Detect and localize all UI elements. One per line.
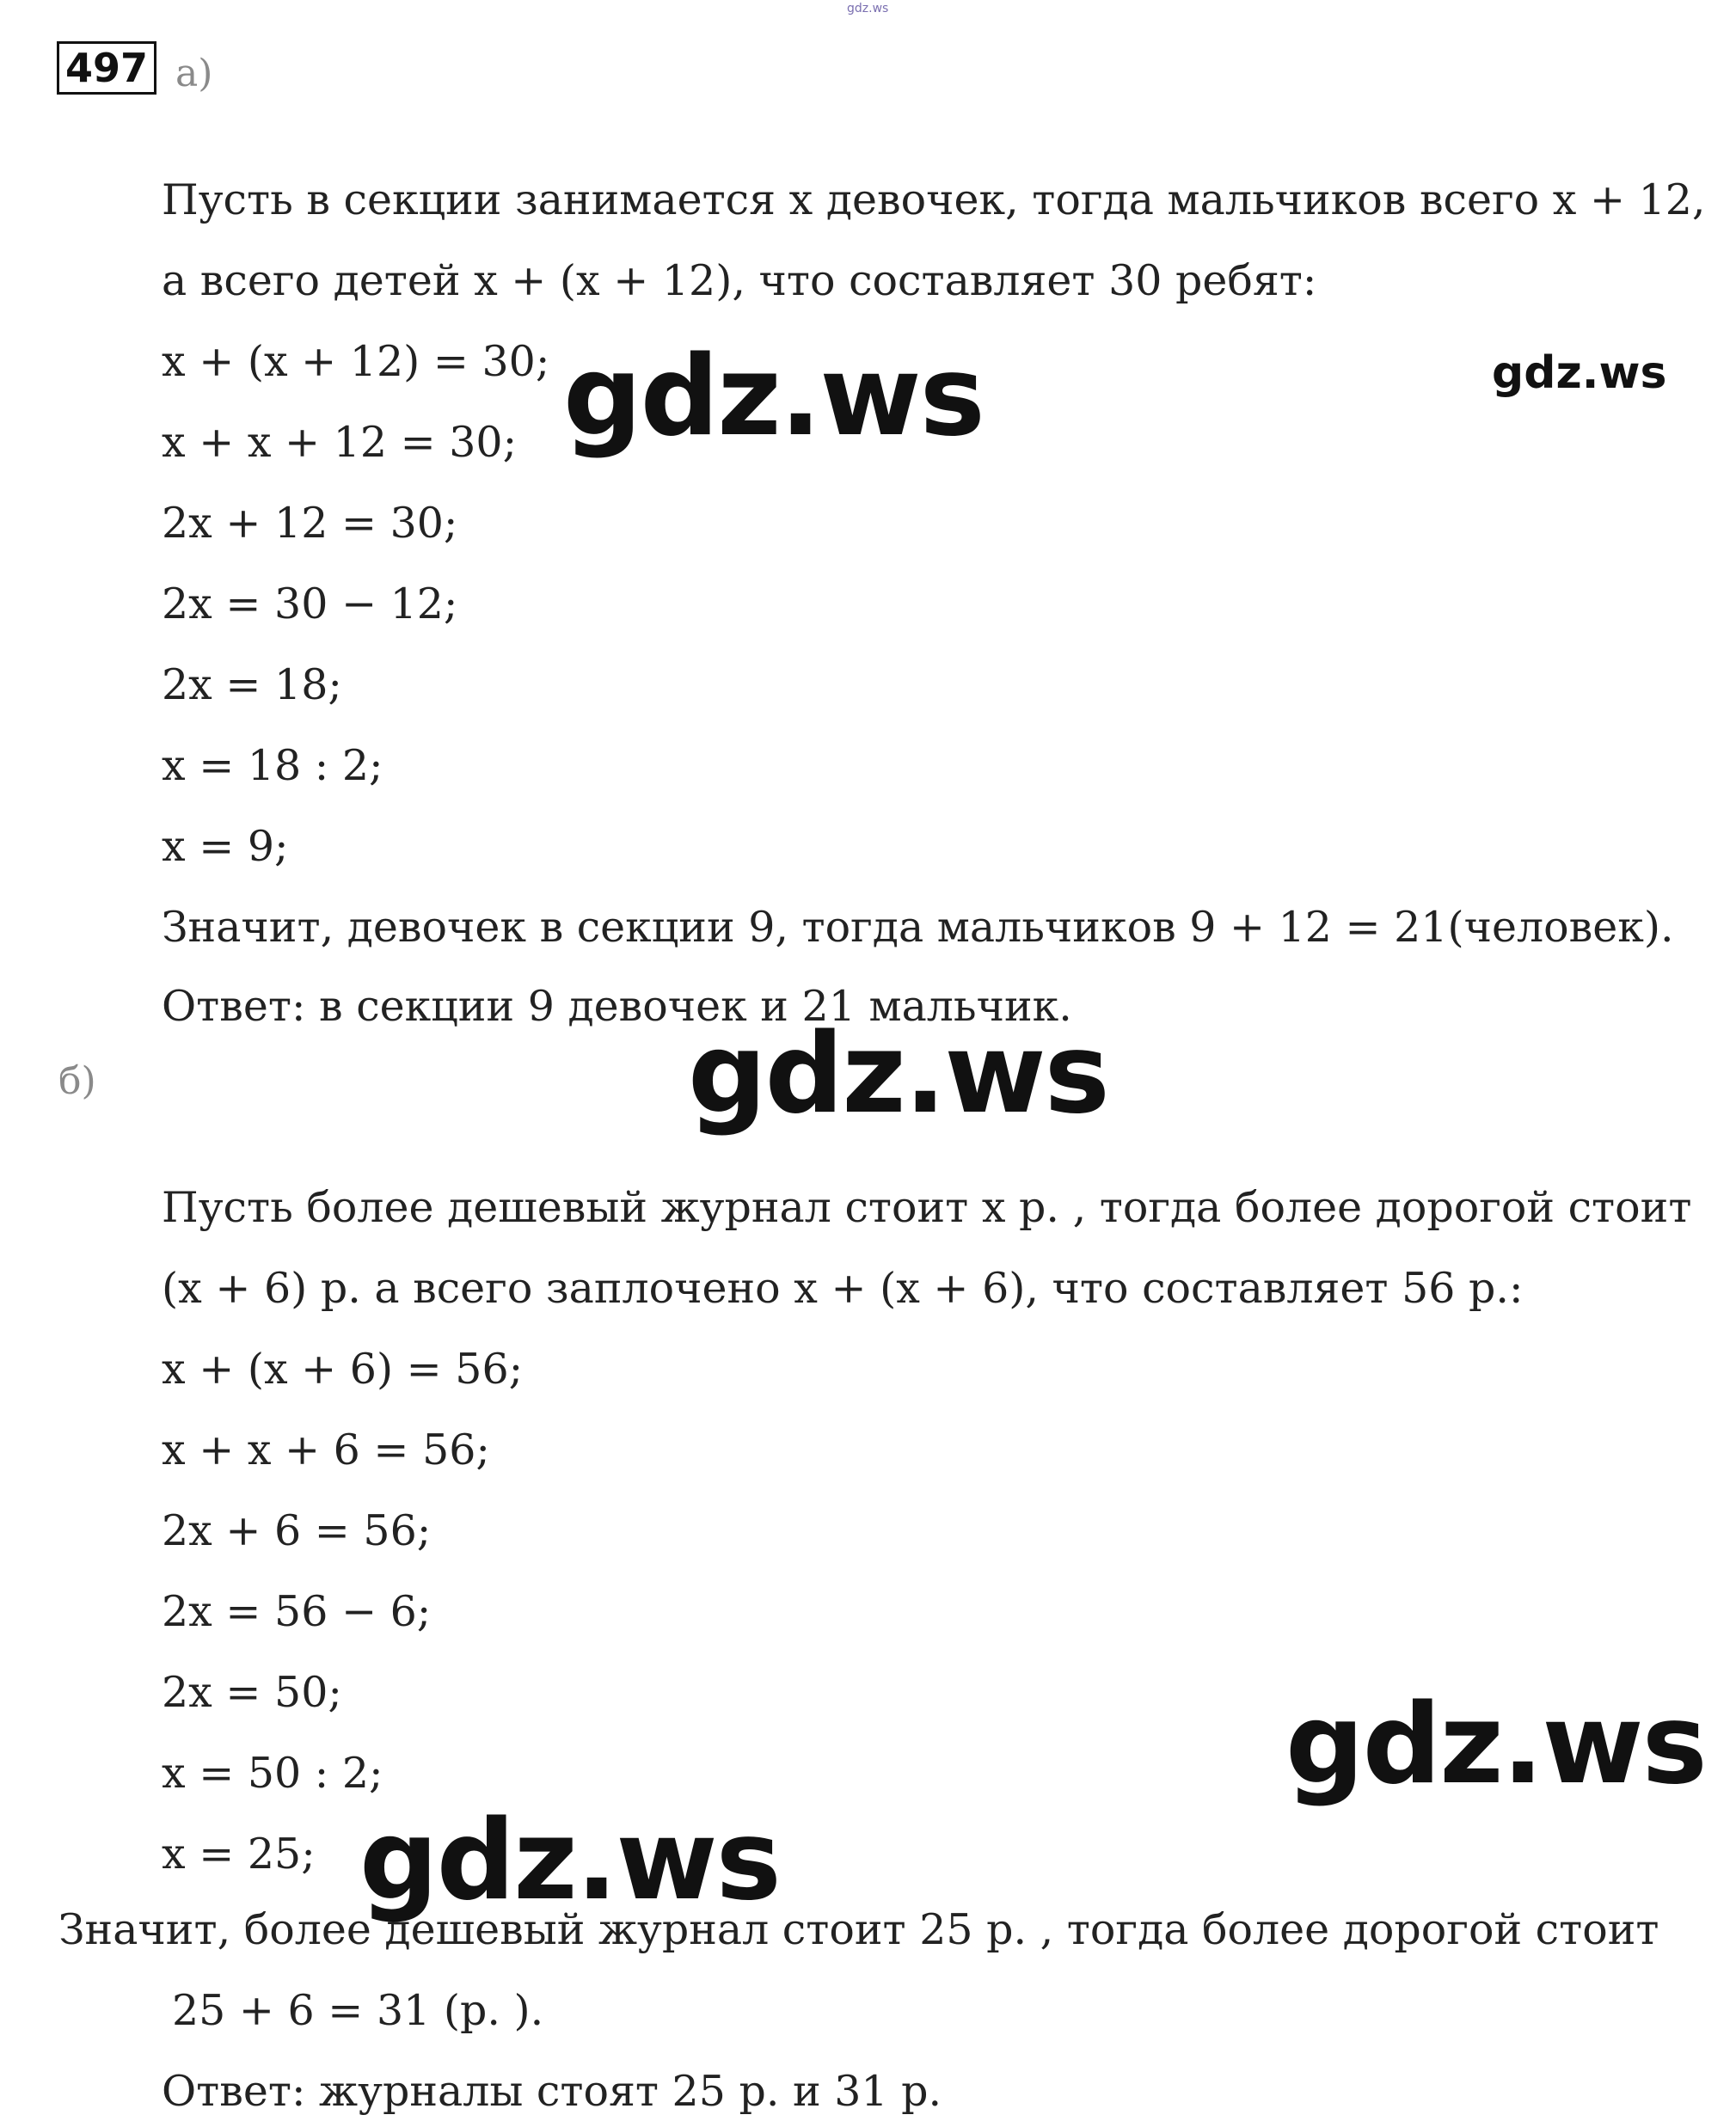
- part-b-equation: 2x + 6 = 56;: [162, 1506, 432, 1555]
- watermark: gdz.ws: [563, 333, 984, 461]
- watermark: gdz.ws: [1285, 1681, 1706, 1809]
- part-a-equation: 2x + 12 = 30;: [162, 499, 458, 548]
- watermark: gdz.ws: [1492, 347, 1667, 399]
- part-b-equation: x + x + 6 = 56;: [162, 1425, 490, 1474]
- part-a-equation: x + x + 12 = 30;: [162, 418, 518, 467]
- part-a-equation: 2x = 30 − 12;: [162, 579, 458, 628]
- task-number-box: [57, 41, 156, 95]
- part-a-answer: Ответ: в секции 9 девочек и 21 мальчик.: [162, 982, 1072, 1031]
- part-b-label: б): [58, 1059, 96, 1103]
- part-a-line: а всего детей x + (x + 12), что составляет 30 ребят:: [162, 256, 1317, 305]
- part-b-line: Пусть более дешевый журнал стоит x р. , тогда более дорогой стоит: [162, 1183, 1692, 1232]
- part-b-equation: x + (x + 6) = 56;: [162, 1345, 524, 1394]
- watermark: gdz.ws: [688, 1010, 1108, 1138]
- part-b-conclusion: Значит, более дешевый журнал стоит 25 р. , тогда более дорогой стоит: [58, 1905, 1659, 1954]
- watermark-top-tiny: gdz.ws: [847, 2, 889, 15]
- part-b-equation: 2x = 50;: [162, 1668, 342, 1717]
- watermark: gdz.ws: [359, 1797, 780, 1925]
- part-a-equation: 2x = 18;: [162, 660, 342, 709]
- part-b-calculation: 25 + 6 = 31 (р. ).: [172, 1986, 544, 2035]
- part-a-equation: x = 9;: [162, 822, 289, 871]
- part-a-equation: x = 18 : 2;: [162, 741, 383, 790]
- part-a-conclusion: Значит, девочек в секции 9, тогда мальчиков 9 + 12 = 21(человек).: [162, 903, 1674, 952]
- task-number: 497: [64, 45, 149, 91]
- part-a-label: а): [175, 52, 213, 95]
- part-b-answer: Ответ: журналы стоят 25 р. и 31 р.: [162, 2067, 942, 2116]
- part-b-equation: x = 25;: [162, 1830, 316, 1879]
- part-a-equation: x + (x + 12) = 30;: [162, 337, 550, 386]
- part-a-line: Пусть в секции занимается x девочек, тогда мальчиков всего x + 12,: [162, 175, 1706, 224]
- part-b-equation: 2x = 56 − 6;: [162, 1587, 432, 1636]
- part-b-line: (x + 6) р. а всего заплочено x + (x + 6), что составляет 56 р.:: [162, 1264, 1524, 1313]
- part-b-equation: x = 50 : 2;: [162, 1749, 383, 1798]
